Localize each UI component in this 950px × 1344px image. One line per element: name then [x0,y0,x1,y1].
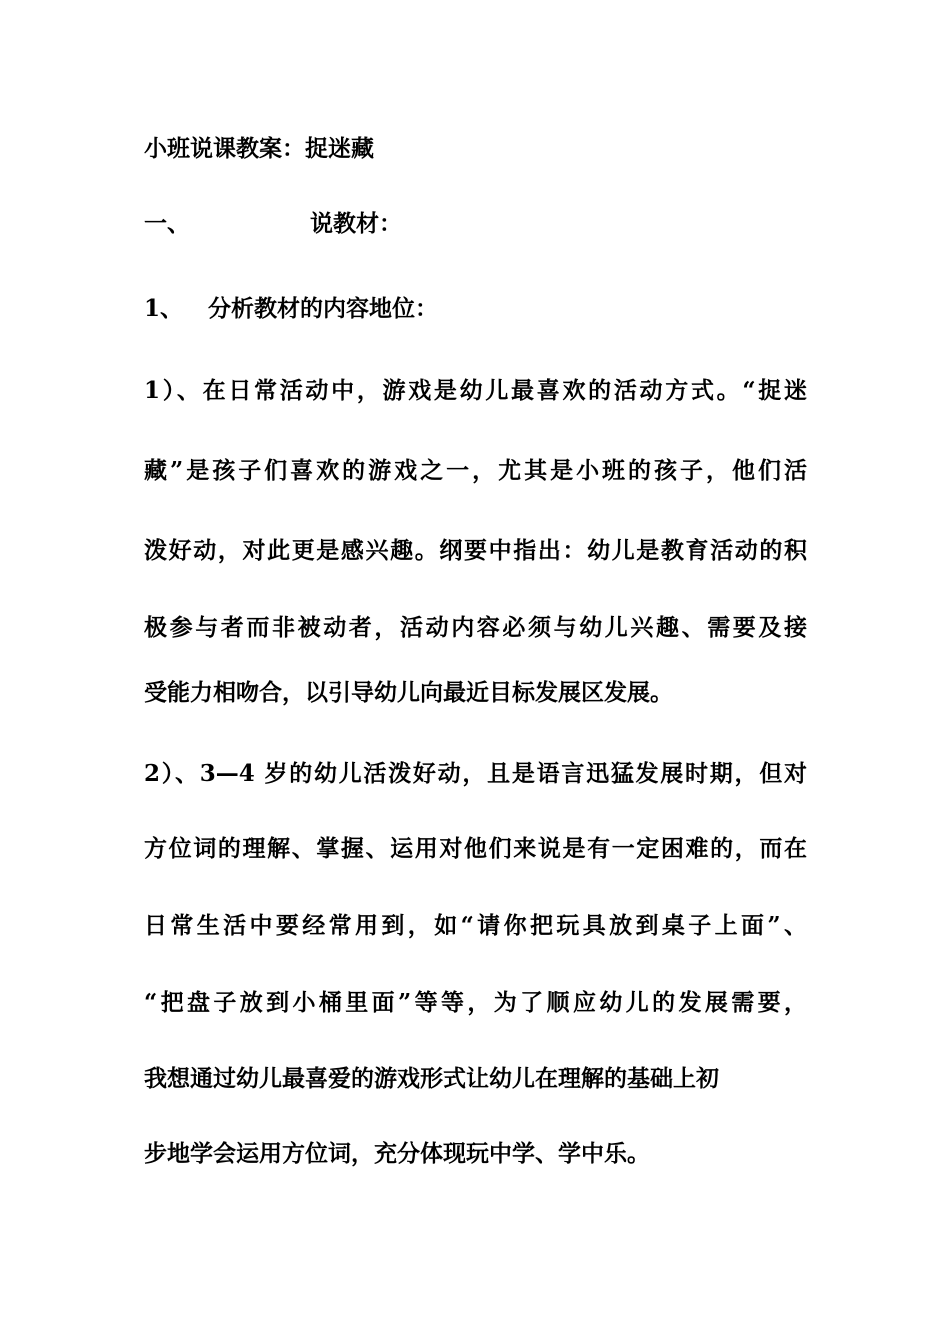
paragraph-line: 步地学会运用方位词，充分体现玩中学、学中乐。 [144,1140,650,1167]
subsection-number: 1、 [144,295,184,322]
paragraph-line: 2）、3—4 岁的幼儿活泼好动，且是语言迅猛发展时期，但对 [144,760,807,787]
subsection-heading: 分析教材的内容地位： [208,295,438,322]
paragraph-line: 泼好动，对此更是感兴趣。纲要中指出：幼儿是教育活动的积 [144,537,807,564]
paragraph-line: 受能力相吻合，以引导幼儿向最近目标发展区发展。 [144,679,673,706]
paragraph-line: 藏”是孩子们喜欢的游戏之一，尤其是小班的孩子，他们活 [144,457,807,484]
paragraph-line: 日常生活中要经常用到，如“请你把玩具放到桌子上面”、 [144,912,807,939]
section-heading: 说教材： [310,210,402,237]
section-number: 一、 [144,210,190,237]
paragraph-line: 极参与者而非被动者，活动内容必须与幼儿兴趣、需要及接 [144,614,807,641]
paragraph-line: 方位词的理解、掌握、运用对他们来说是有一定困难的，而在 [144,835,807,862]
document-title: 小班说课教案：捉迷藏 [144,135,374,162]
paragraph-line: 1）、在日常活动中，游戏是幼儿最喜欢的活动方式。“捉迷 [144,377,807,404]
paragraph-line: “把盘子放到小桶里面”等等，为了顺应幼儿的发展需要， [144,989,807,1016]
paragraph-line: 我想通过幼儿最喜爱的游戏形式让幼儿在理解的基础上初 [144,1065,719,1092]
